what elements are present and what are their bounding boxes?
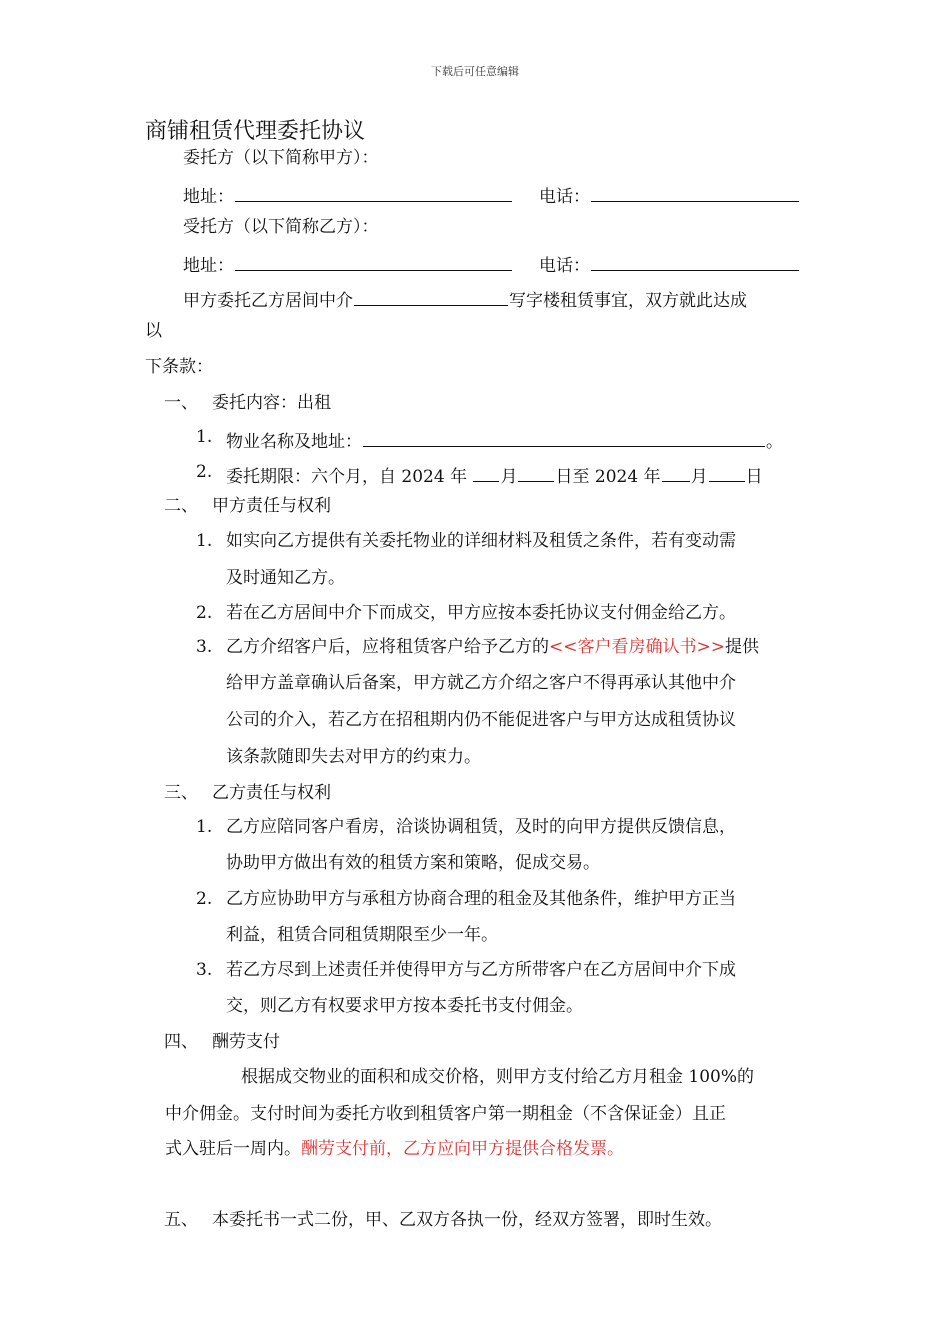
s3-item-3-number: 3. — [196, 960, 213, 980]
client-label: 委托方（以下简称甲方）： — [183, 148, 379, 168]
client-address-label: 地址： — [183, 187, 234, 207]
s2-item-3-text-a: 乙方介绍客户后，应将租赁客户给予乙方的 — [226, 637, 549, 657]
s2-item-3-line-4: 该条款随即失去对甲方的约束力。 — [226, 747, 481, 767]
section-1-number: 一、 — [164, 393, 198, 413]
client-phone-row — [539, 184, 800, 206]
agent-phone-field[interactable] — [591, 253, 799, 271]
s4-line-2: 中介佣金。支付时间为委托方收到租赁客户第一期租金（不含保证金）且正 — [165, 1104, 726, 1124]
page-header: 下载后可任意编辑 — [431, 65, 519, 78]
section-3-number: 三、 — [164, 783, 198, 803]
section-5-text: 本委托书一式二份，甲、乙双方各执一份，经双方签署，即时生效。 — [212, 1210, 722, 1230]
s3-item-2-line-2: 利益，租赁合同租赁期限至少一年。 — [226, 925, 498, 945]
client-address-field[interactable] — [235, 184, 512, 202]
document-title: 商铺租赁代理委托协议 — [145, 119, 366, 144]
s3-item-1-line-1: 乙方应陪同客户看房，洽谈协调租赁，及时的向甲方提供反馈信息， — [226, 817, 736, 837]
s2-item-3-line-2: 给甲方盖章确认后备案，甲方就乙方介绍之客户不得再承认其他中介 — [226, 673, 736, 693]
section-2-heading: 甲方责任与权利 — [212, 496, 331, 516]
client-address-row — [183, 184, 513, 206]
s2-item-1-line-2: 及时通知乙方。 — [226, 568, 345, 588]
s2-item-3-number: 3. — [196, 637, 213, 657]
end-month-field[interactable] — [662, 464, 690, 482]
s3-item-3-line-1: 若乙方尽到上述责任并使得甲方与乙方所带客户在乙方居间中介下成 — [226, 960, 736, 980]
s4-line-3-text: 式入驻后一周内。 — [165, 1139, 301, 1159]
agent-phone-row — [539, 253, 800, 275]
end-day-field[interactable] — [709, 464, 745, 482]
section-4-number: 四、 — [164, 1032, 198, 1052]
property-blank-field[interactable] — [354, 288, 508, 306]
intro-wrap-2: 下条款： — [145, 357, 213, 377]
start-month-field[interactable] — [473, 464, 499, 482]
section-5-number: 五、 — [164, 1210, 198, 1230]
client-phone-field[interactable] — [591, 184, 799, 202]
property-name-label: 物业名称及地址： — [226, 432, 362, 452]
agent-address-field[interactable] — [235, 253, 512, 271]
s1-item-1 — [226, 429, 783, 451]
intro-text-after: 写字楼租赁事宜，双方就此达成 — [509, 291, 747, 311]
term-day-2: 日 — [745, 467, 763, 487]
s4-line-1: 根据成交物业的面积和成交价格，则甲方支付给乙方月租金 100%的 — [241, 1067, 755, 1087]
s2-item-2-line-1: 若在乙方居间中介下而成交，甲方应按本委托协议支付佣金给乙方。 — [226, 603, 736, 623]
term-start-text: 委托期限：六个月，自 2024 年 — [226, 467, 468, 487]
s4-line-3 — [165, 1141, 624, 1158]
term-month-1: 月 — [500, 467, 518, 487]
term-end-text: 日至 2024 年 — [555, 467, 661, 487]
property-name-end: 。 — [766, 432, 783, 452]
term-month-2: 月 — [690, 467, 708, 487]
section-1-heading: 委托内容：出租 — [212, 393, 331, 413]
section-4-heading: 酬劳支付 — [212, 1032, 280, 1052]
agent-label: 受托方（以下简称乙方）： — [183, 217, 379, 237]
intro-text-before: 甲方委托乙方居间中介 — [183, 291, 353, 311]
section-3-heading: 乙方责任与权利 — [212, 783, 331, 803]
s3-item-3-line-2: 交，则乙方有权要求甲方按本委托书支付佣金。 — [226, 996, 583, 1016]
invoice-requirement: 酬劳支付前，乙方应向甲方提供合格发票。 — [301, 1139, 624, 1159]
s1-item-1-number: 1. — [196, 427, 213, 447]
viewing-confirmation-ref: <<客户看房确认书>> — [549, 637, 725, 657]
s2-item-1-number: 1. — [196, 531, 213, 551]
s2-item-3-text-b: 提供 — [724, 637, 759, 657]
section-2-number: 二、 — [164, 496, 198, 516]
s2-item-1-line-1: 如实向乙方提供有关委托物业的详细材料及租赁之条件，若有变动需 — [226, 531, 736, 551]
s3-item-1-number: 1. — [196, 817, 213, 837]
intro-line — [183, 288, 747, 310]
agent-address-label: 地址： — [183, 256, 234, 276]
client-phone-label: 电话： — [539, 187, 590, 207]
s1-item-2-number: 2. — [196, 462, 213, 482]
intro-wrap-1: 以 — [145, 321, 162, 341]
agent-phone-label: 电话： — [539, 256, 590, 276]
s1-item-2 — [226, 464, 763, 486]
s2-item-3-line-1 — [226, 639, 759, 656]
property-name-field[interactable] — [363, 429, 765, 447]
agent-address-row — [183, 253, 513, 275]
s3-item-2-line-1: 乙方应协助甲方与承租方协商合理的租金及其他条件，维护甲方正当 — [226, 889, 736, 909]
s2-item-3-line-3: 公司的介入，若乙方在招租期内仍不能促进客户与甲方达成租赁协议 — [226, 710, 736, 730]
s3-item-2-number: 2. — [196, 889, 213, 909]
start-day-field[interactable] — [518, 464, 554, 482]
s2-item-2-number: 2. — [196, 603, 213, 623]
s3-item-1-line-2: 协助甲方做出有效的租赁方案和策略，促成交易。 — [226, 853, 600, 873]
